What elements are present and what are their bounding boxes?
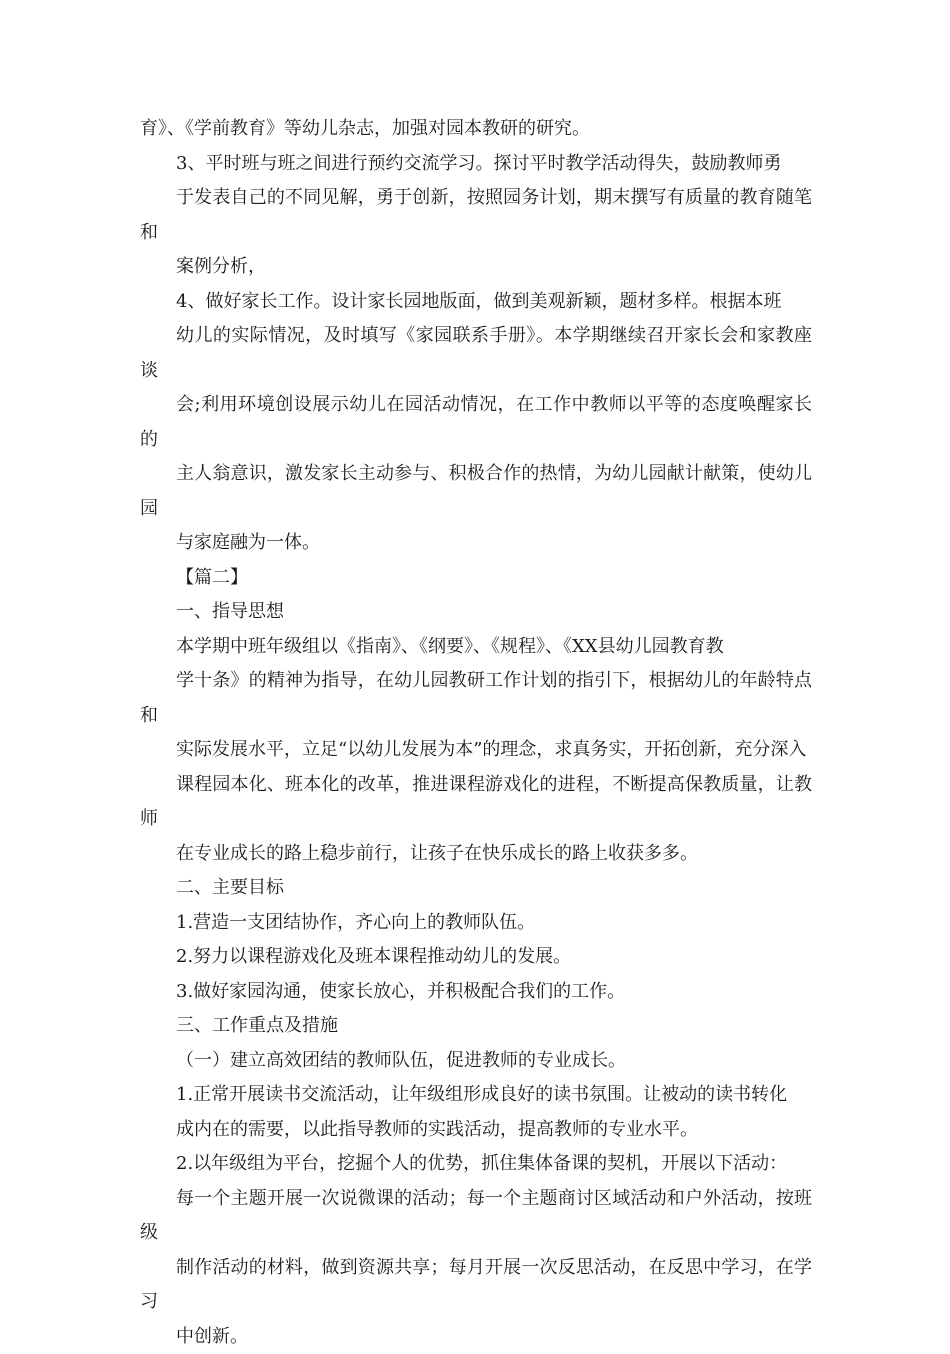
paragraph xyxy=(140,1078,812,1147)
paragraph xyxy=(140,112,812,147)
text-line: 主人翁意识，激发家长主动参与、积极合作的热情，为幼儿园献计献策，使幼儿园 xyxy=(140,457,812,526)
text-line: 本学期中班年级组以《指南》、《纲要》、《规程》、《XX县幼儿园教育教 xyxy=(140,630,812,665)
paragraph xyxy=(140,940,812,975)
text-line: 2.努力以课程游戏化及班本课程推动幼儿的发展。 xyxy=(140,940,812,975)
text-line: 成内在的需要，以此指导教师的实践活动，提高教师的专业水平。 xyxy=(140,1113,812,1148)
text-line: 3.做好家园沟通，使家长放心，并积极配合我们的工作。 xyxy=(140,975,812,1010)
text-line: 三、工作重点及措施 xyxy=(140,1009,812,1044)
text-line: 1.营造一支团结协作，齐心向上的教师队伍。 xyxy=(140,906,812,941)
text-line: 二、主要目标 xyxy=(140,871,812,906)
text-line: 与家庭融为一体。 xyxy=(140,526,812,561)
text-line: 一、指导思想 xyxy=(140,595,812,630)
paragraph xyxy=(140,1147,812,1354)
paragraph xyxy=(140,561,812,596)
text-line: 2.以年级组为平台，挖掘个人的优势，抓住集体备课的契机，开展以下活动： xyxy=(140,1147,812,1182)
paragraph xyxy=(140,906,812,941)
text-line: 学十条》的精神为指导，在幼儿园教研工作计划的指引下，根据幼儿的年龄特点和 xyxy=(140,664,812,733)
text-line: 中创新。 xyxy=(140,1320,812,1354)
text-line: 4、做好家长工作。设计家长园地版面，做到美观新颖，题材多样。根据本班 xyxy=(140,285,812,320)
paragraph xyxy=(140,975,812,1010)
text-line: 【篇二】 xyxy=(140,561,812,596)
document-body xyxy=(140,112,812,1354)
text-line: 制作活动的材料，做到资源共享；每月开展一次反思活动，在反思中学习，在学习 xyxy=(140,1251,812,1320)
paragraph xyxy=(140,630,812,872)
paragraph xyxy=(140,1009,812,1044)
text-line: 会;利用环境创设展示幼儿在园活动情况，在工作中教师以平等的态度唤醒家长的 xyxy=(140,388,812,457)
paragraph xyxy=(140,147,812,285)
paragraph xyxy=(140,595,812,630)
text-line: 每一个主题开展一次说微课的活动；每一个主题商讨区域活动和户外活动，按班级 xyxy=(140,1182,812,1251)
text-line: 育》、《学前教育》等幼儿杂志，加强对园本教研的研究。 xyxy=(140,112,812,147)
paragraph xyxy=(140,285,812,561)
text-line: （一）建立高效团结的教师队伍，促进教师的专业成长。 xyxy=(140,1044,812,1079)
text-line: 3、平时班与班之间进行预约交流学习。探讨平时教学活动得失，鼓励教师勇 xyxy=(140,147,812,182)
text-line: 实际发展水平，立足“以幼儿发展为本”的理念，求真务实，开拓创新，充分深入 xyxy=(140,733,812,768)
text-line: 案例分析， xyxy=(140,250,812,285)
text-line: 于发表自己的不同见解，勇于创新，按照园务计划，期末撰写有质量的教育随笔和 xyxy=(140,181,812,250)
paragraph xyxy=(140,871,812,906)
text-line: 幼儿的实际情况，及时填写《家园联系手册》。本学期继续召开家长会和家教座谈 xyxy=(140,319,812,388)
paragraph xyxy=(140,1044,812,1079)
text-line: 在专业成长的路上稳步前行，让孩子在快乐成长的路上收获多多。 xyxy=(140,837,812,872)
text-line: 课程园本化、班本化的改革，推进课程游戏化的进程，不断提高保教质量，让教师 xyxy=(140,768,812,837)
text-line: 1.正常开展读书交流活动，让年级组形成良好的读书氛围。让被动的读书转化 xyxy=(140,1078,812,1113)
